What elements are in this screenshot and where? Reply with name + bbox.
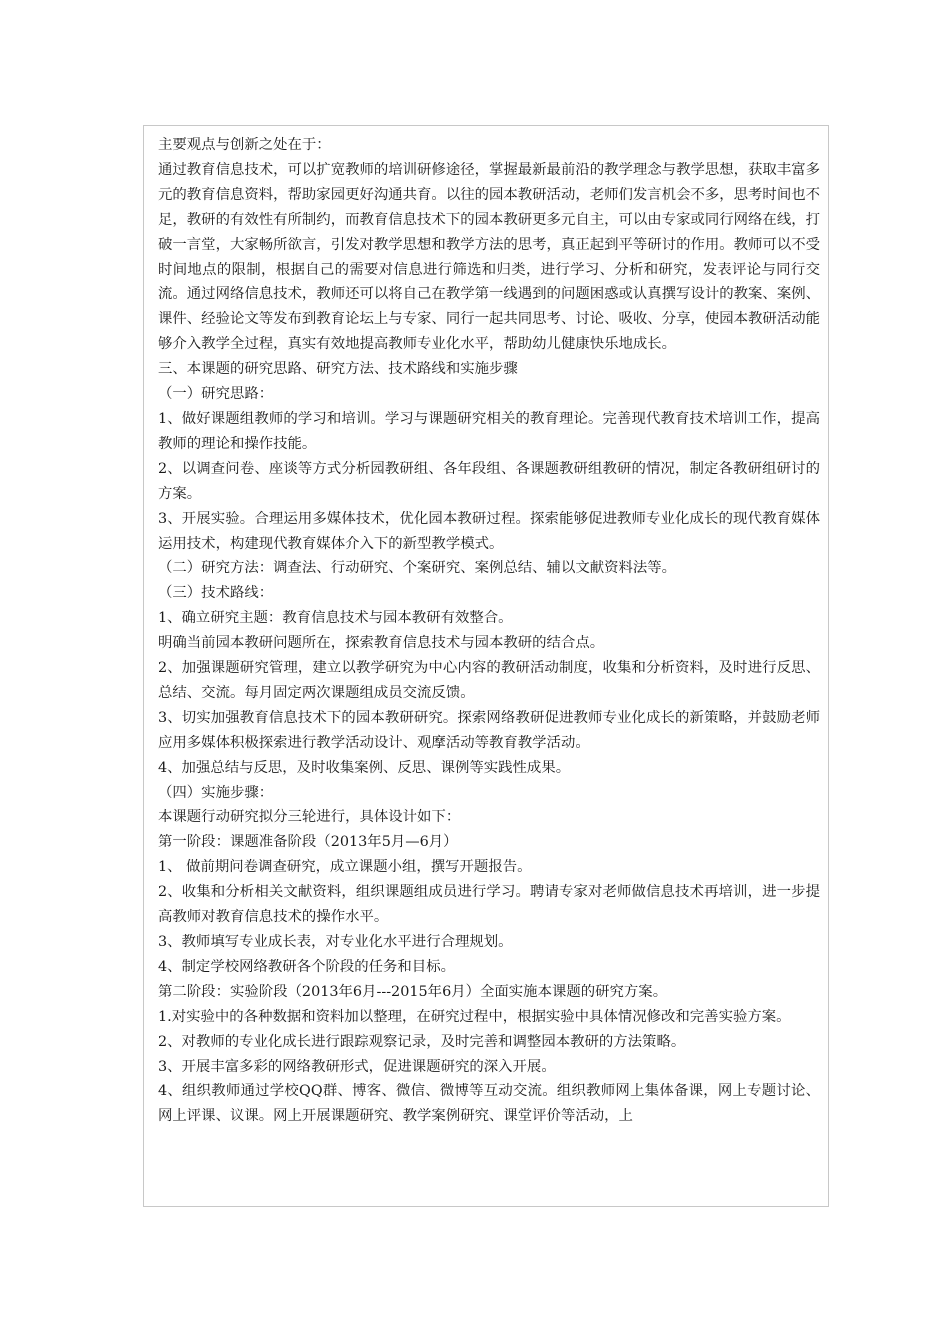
document-body	[158, 133, 820, 1129]
list-item: 2、对教师的专业化成长进行跟踪观察记录，及时完善和调整园本教研的方法策略。	[158, 1033, 686, 1050]
list-item: 3、开展丰富多彩的网络教研形式，促进课题研究的深入开展。	[158, 1058, 556, 1075]
paragraph-plan-intro: 本课题行动研究拟分三轮进行，具体设计如下：	[158, 809, 461, 826]
list-item: 明确当前园本教研问题所在，探索教育信息技术与园本教研的结合点。	[158, 635, 605, 652]
list-item: 2、收集和分析相关文献资料，组织课题组成员进行学习。聘请专家对老师做信息技术再培训，进一步提高教师对教育信息技术的操作水平。	[158, 884, 820, 926]
list-item: 3、开展实验。合理运用多媒体技术，优化园本教研过程。探索能够促进教师专业化成长的现代教育媒体运用技术，构建现代教育媒体介入下的新型教学模式。	[158, 510, 820, 552]
subheading-technical-route: （三）技术路线：	[158, 585, 274, 602]
stage-heading-one: 第一阶段：课题准备阶段（2013年5月—6月）	[158, 834, 458, 851]
list-item: 1、 做前期问卷调查研究，成立课题小组，撰写开题报告。	[158, 859, 532, 876]
subheading-research-ideas: （一）研究思路：	[158, 386, 274, 403]
subheading-implementation-steps: （四）实施步骤：	[158, 784, 274, 801]
list-item: 2、以调查问卷、座谈等方式分析园教研组、各年段组、各课题教研组教研的情况，制定各教研组研讨的方案。	[158, 460, 820, 502]
list-item: 1、确立研究主题：教育信息技术与园本教研有效整合。	[158, 610, 513, 627]
list-item: 3、切实加强教育信息技术下的园本教研研究。探索网络教研促进教师专业化成长的新策略，并鼓励老师应用多媒体积极探索进行教学活动设计、观摩活动等教育教学活动。	[158, 709, 820, 751]
stage-heading-two: 第二阶段：实验阶段（2013年6月---2015年6月）全面实施本课题的研究方案。	[158, 983, 668, 1000]
list-item: 4、组织教师通过学校QQ群、博客、微信、微博等互动交流。组织教师网上集体备课，网上专题讨论、网上评课、议课。网上开展课题研究、教学案例研究、课堂评价等活动，上	[158, 1083, 820, 1125]
subheading-research-methods: （二）研究方法：调查法、行动研究、个案研究、案例总结、辅以文献资料法等。	[158, 560, 677, 577]
document-frame	[143, 125, 829, 1207]
list-item: 4、制定学校网络教研各个阶段的任务和目标。	[158, 958, 455, 975]
list-item: 1.对实验中的各种数据和资料加以整理，在研究过程中，根据实验中具体情况修改和完善实验方案。	[158, 1008, 791, 1025]
list-item: 1、做好课题组教师的学习和培训。学习与课题研究相关的教育理论。完善现代教育技术培训工作，提高教师的理论和操作技能。	[158, 410, 820, 452]
list-item: 2、加强课题研究管理，建立以教学研究为中心内容的教研活动制度，收集和分析资料，及时进行反思、总结、交流。每月固定两次课题组成员交流反馈。	[158, 660, 820, 701]
section-heading-three: 三、本课题的研究思路、研究方法、技术路线和实施步骤	[158, 361, 518, 378]
heading-main-points: 主要观点与创新之处在于：	[158, 137, 331, 153]
list-item: 4、加强总结与反思，及时收集案例、反思、课例等实践性成果。	[158, 759, 571, 776]
paragraph-main-points: 通过教育信息技术，可以扩宽教师的培训研修途径，掌握最新最前沿的教学理念与教学思想，获取丰富多元的教育信息资料，帮助家园更好沟通共育。以往的园本教研活动，老师们发言机会不多，思考时间也不足，教研的有效性有所制约，而教育信息技术下的园本教研更多元自主，可以由专家或同行网络在线，打破一言堂，大家畅所欲言，引发对教学思想和教学方法的思考，真正起到平等研讨的作用。教师可以不受时间地点的限制，根据自己的需要对信息进行筛选和归类，进行学习、分析和研究，发表评论与同行交流。通过网络信息技术，教师还可以将自己在教学第一线遇到的问题困惑或认真撰写设计的教案、案例、课件、经验论文等发布到教育论坛上与专家、同行一起共同思考、讨论、吸收、分享，使园本教研活动能够介入教学全过程，真实有效地提高教师专业化水平，帮助幼儿健康快乐地成长。	[158, 161, 820, 353]
list-item: 3、教师填写专业成长表，对专业化水平进行合理规划。	[158, 934, 513, 950]
